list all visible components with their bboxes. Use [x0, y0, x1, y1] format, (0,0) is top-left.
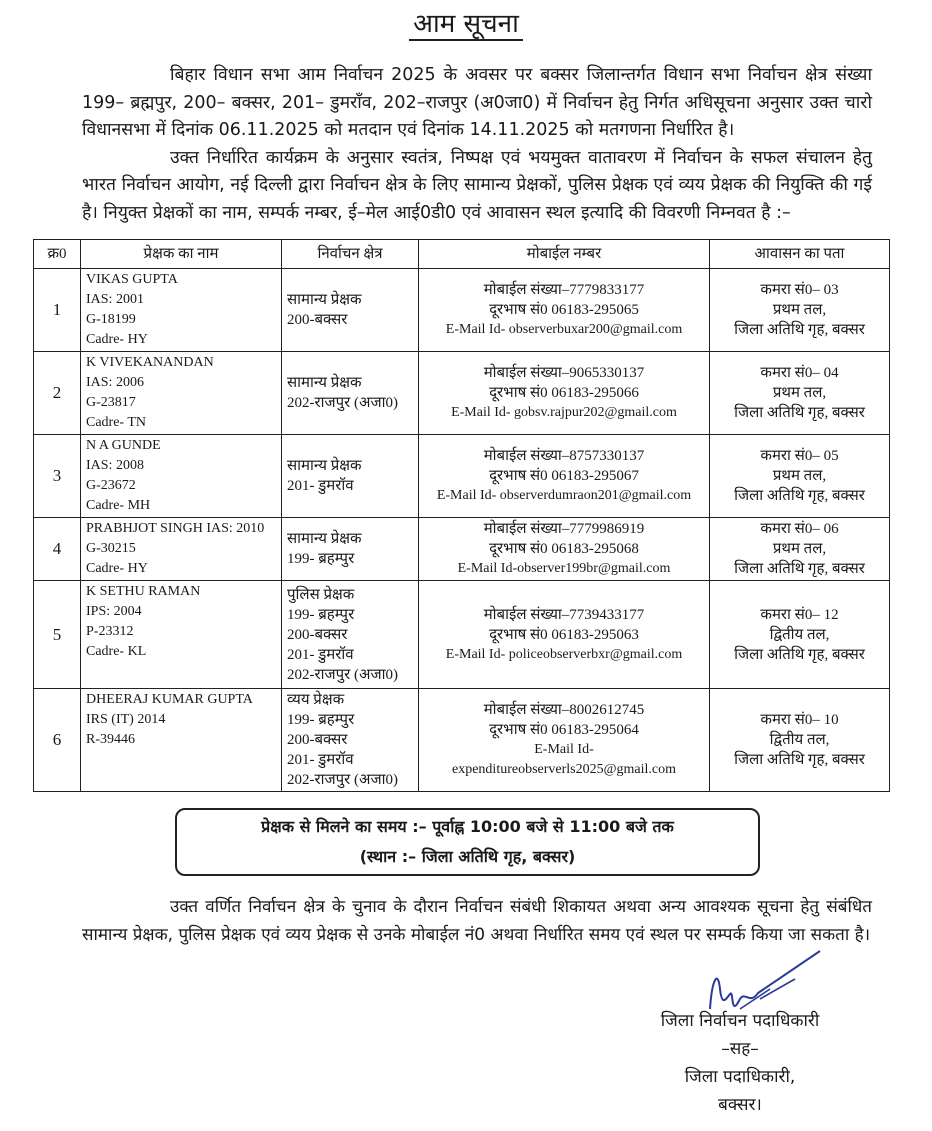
signatory-line: जिला निर्वाचन पदाधिकारी [660, 1011, 820, 1031]
mobile-number: मोबाईल संख्या–8757330137 [483, 448, 645, 464]
phone-number: दूरभाष सं0 06183-295068 [489, 541, 639, 557]
name-line: G-23817 [86, 395, 136, 410]
signatory-designation [610, 1007, 870, 1119]
name-line: IAS: 2008 [86, 458, 144, 473]
header-serial: क्र0 [34, 240, 81, 269]
observer-appointment-paragraph: उक्त निर्धारित कार्यक्रम के अनुसार स्वतंत्र, निष्पक्ष एवं भयमुक्त वातावरण में निर्वाचन के सफल संचालन हेतु भारत निर्वाचन आयोग, नई दिल्ली द्वारा निर्वाचन क्षेत्र के लिए सामान्य प्रेक्षकों, पुलिस प्रेक्षक एवं व्यय प्रेक्षक की नियुक्ति की गई है। नियुक्त प्रेक्षकों का नाम, सम्पर्क नम्बर, ई–मेल आई0डी0 एवं आवासन स्थल इत्यादि की विवरणी निम्नवत है :– [82, 147, 872, 223]
address-line: जिला अतिथि गृह, बक्सर [734, 488, 865, 504]
constituency-line: 202-राजपुर (अजा0) [287, 666, 399, 683]
address-line: प्रथम तल, [772, 385, 827, 401]
header-residence-address: आवासन का पता [710, 240, 890, 269]
address-cell [710, 269, 890, 352]
address-line: कमरा सं0– 06 [760, 521, 839, 537]
constituency-cell [282, 435, 419, 518]
name-cell [81, 352, 282, 435]
address-line: द्वितीय तल, [769, 732, 830, 748]
constituency-line: सामान्य प्रेक्षक [287, 375, 362, 391]
name-line: Cadre- KL [86, 644, 147, 659]
address-line: कमरा सं0– 12 [760, 606, 839, 623]
email-id: E-Mail Id- observerbuxar200@gmail.com [445, 322, 683, 337]
constituency-cell [282, 352, 419, 435]
contact-cell [419, 581, 710, 689]
phone-number: दूरभाष सं0 06183-295063 [489, 626, 639, 643]
name-line: R-39446 [86, 732, 135, 747]
email-id: E-Mail Id-observer199br@gmail.com [457, 561, 671, 576]
address-cell [710, 352, 890, 435]
email-id: E-Mail Id- observerdumraon201@gmail.com [436, 488, 692, 503]
name-cell [81, 269, 282, 352]
address-cell [710, 435, 890, 518]
email-id: E-Mail Id- gobsv.rajpur202@gmail.com [451, 405, 677, 420]
name-line: K SETHU RAMAN [86, 584, 201, 599]
table-row [34, 689, 890, 792]
mobile-number: मोबाईल संख्या–8002612745 [483, 702, 645, 718]
constituency-line: 200-बक्सर [287, 626, 348, 643]
email-id: expenditureobserverls2025@gmail.com [452, 762, 676, 777]
address-line: जिला अतिथि गृह, बक्सर [734, 752, 865, 768]
address-cell [710, 689, 890, 792]
name-line: P-23312 [86, 624, 134, 639]
meeting-place: (स्थान :– जिला अतिथि गृह, बक्सर) [359, 847, 576, 866]
constituency-line: 201- डुमरॉव [287, 646, 354, 663]
name-cell [81, 689, 282, 792]
contact-cell [419, 269, 710, 352]
email-id: E-Mail Id- [534, 742, 594, 757]
table-row [34, 269, 890, 352]
address-line: जिला अतिथि गृह, बक्सर [734, 322, 865, 338]
constituency-cell [282, 689, 419, 792]
name-line: K VIVEKANANDAN [86, 355, 214, 370]
address-line: द्वितीय तल, [769, 626, 830, 643]
meeting-time: प्रेक्षक से मिलने का समय :– पूर्वाह्न 10:00 बजे से 11:00 बजे तक [261, 817, 674, 836]
header-observer-name: प्रेक्षक का नाम [81, 240, 282, 269]
serial-cell: 5 [34, 581, 81, 689]
name-line: VIKAS GUPTA [86, 272, 178, 287]
name-line: DHEERAJ KUMAR GUPTA [86, 692, 253, 707]
name-line: IAS: 2006 [86, 375, 144, 390]
name-cell [81, 435, 282, 518]
name-line: IRS (IT) 2014 [86, 712, 166, 727]
table-row [34, 352, 890, 435]
name-line: G-18199 [86, 312, 136, 327]
table-row [34, 581, 890, 689]
contact-paragraph: उक्त वर्णित निर्वाचन क्षेत्र के चुनाव के दौरान निर्वाचन संबंधी शिकायत अथवा अन्य आवश्यक सूचना हेतु संबंधित सामान्य प्रेक्षक, पुलिस प्रेक्षक एवं व्यय प्रेक्षक से उनके मोबाईल नं0 अथवा निर्धारित समय एवं स्थल पर सम्पर्क किया जा सकता है। [82, 897, 872, 945]
constituency-line: 201- डुमरॉव [287, 478, 354, 494]
address-line: कमरा सं0– 10 [760, 712, 839, 728]
meeting-time-box [175, 808, 760, 876]
name-line: Cadre- HY [86, 332, 148, 347]
table-row [34, 435, 890, 518]
constituency-cell [282, 518, 419, 581]
header-constituency: निर्वाचन क्षेत्र [282, 240, 419, 269]
signature-block [610, 949, 870, 1119]
address-line: जिला अतिथि गृह, बक्सर [734, 405, 865, 421]
serial-cell: 6 [34, 689, 81, 792]
mobile-number: मोबाईल संख्या–7739433177 [483, 606, 645, 623]
mobile-number: मोबाईल संख्या–9065330137 [483, 365, 645, 381]
constituency-line: सामान्य प्रेक्षक [287, 531, 362, 547]
address-line: प्रथम तल, [772, 302, 827, 318]
constituency-cell [282, 269, 419, 352]
address-line: जिला अतिथि गृह, बक्सर [734, 561, 865, 577]
address-cell [710, 518, 890, 581]
serial-cell: 3 [34, 435, 81, 518]
name-line: N A GUNDE [86, 438, 161, 453]
serial-cell: 1 [34, 269, 81, 352]
constituency-line: 199- ब्रहम्पुर [287, 606, 355, 623]
constituency-line: 202-राजपुर (अजा0) [287, 772, 399, 788]
address-line: प्रथम तल, [772, 468, 827, 484]
address-line: कमरा सं0– 05 [760, 448, 839, 464]
name-line: G-30215 [86, 541, 136, 556]
name-cell [81, 518, 282, 581]
address-cell [710, 581, 890, 689]
contact-cell [419, 689, 710, 792]
phone-number: दूरभाष सं0 06183-295066 [489, 385, 639, 401]
name-line: Cadre- TN [86, 415, 146, 430]
contact-cell [419, 352, 710, 435]
email-id: E-Mail Id- policeobserverbxr@gmail.com [445, 646, 683, 662]
mobile-number: मोबाईल संख्या–7779986919 [483, 521, 645, 537]
constituency-line: 199- ब्रहम्पुर [287, 712, 355, 728]
contact-cell [419, 435, 710, 518]
notice-title: आम सूचना [0, 6, 932, 42]
header-mobile-number: मोबाईल नम्बर [419, 240, 710, 269]
constituency-line: 201- डुमरॉव [287, 752, 354, 768]
serial-cell: 4 [34, 518, 81, 581]
table-header-row [34, 240, 890, 269]
intro-paragraph: बिहार विधान सभा आम निर्वाचन 2025 के अवसर पर बक्सर जिलान्तर्गत विधान सभा निर्वाचन क्षेत्र संख्या 199– ब्रह्मपुर, 200– बक्सर, 201– डुमराँव, 202–राजपुर (अ0जा0) में निर्वाचन हेतु निर्गत अधिसूचना अनुसार उक्त चारो विधानसभा में दिनांक 06.11.2025 को मतदान एवं दिनांक 14.11.2025 को मतगणना निर्धारित है। [82, 65, 872, 140]
signatory-line: जिला पदाधिकारी, [684, 1067, 796, 1087]
address-line: कमरा सं0– 04 [760, 365, 839, 381]
mobile-number: मोबाईल संख्या–7779833177 [483, 282, 645, 298]
phone-number: दूरभाष सं0 06183-295064 [489, 722, 639, 738]
contact-cell [419, 518, 710, 581]
address-line: प्रथम तल, [772, 541, 827, 557]
constituency-line: सामान्य प्रेक्षक [287, 458, 362, 474]
constituency-line: 202-राजपुर (अजा0) [287, 395, 399, 411]
name-line: G-23672 [86, 478, 136, 493]
name-cell [81, 581, 282, 689]
address-line: कमरा सं0– 03 [760, 282, 839, 298]
name-line: IAS: 2001 [86, 292, 144, 307]
phone-number: दूरभाष सं0 06183-295067 [489, 468, 639, 484]
table-row [34, 518, 890, 581]
name-line: Cadre- MH [86, 498, 151, 513]
name-line: PRABHJOT SINGH IAS: 2010 [86, 521, 265, 536]
signatory-line: –सह– [721, 1039, 759, 1059]
phone-number: दूरभाष सं0 06183-295065 [489, 302, 639, 318]
observer-table [33, 239, 890, 792]
address-line: जिला अतिथि गृह, बक्सर [734, 646, 865, 663]
serial-cell: 2 [34, 352, 81, 435]
constituency-line: 200-बक्सर [287, 312, 348, 328]
constituency-line: 199- ब्रहम्पुर [287, 551, 355, 567]
constituency-line: सामान्य प्रेक्षक [287, 292, 362, 308]
constituency-cell [282, 581, 419, 689]
constituency-line: 200-बक्सर [287, 732, 348, 748]
name-line: IPS: 2004 [86, 604, 142, 619]
signatory-line: बक्सर। [718, 1095, 762, 1115]
constituency-line: पुलिस प्रेक्षक [287, 586, 355, 603]
constituency-line: व्यय प्रेक्षक [287, 692, 345, 708]
name-line: Cadre- HY [86, 561, 148, 576]
